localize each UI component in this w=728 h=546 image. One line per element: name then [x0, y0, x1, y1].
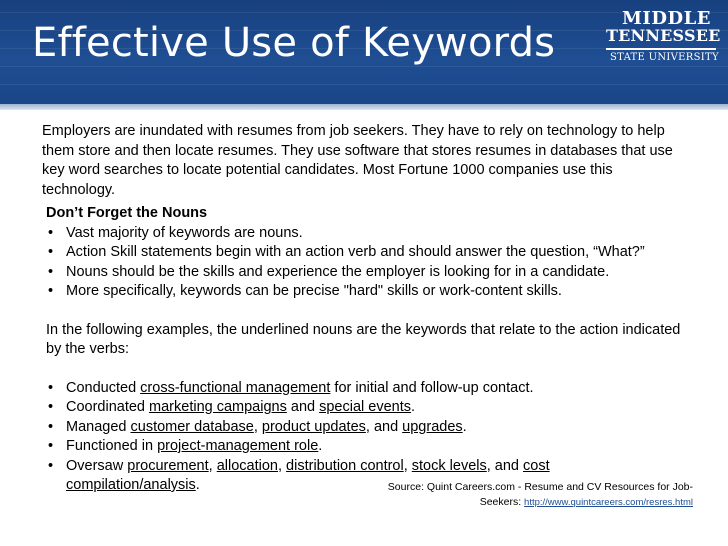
- intro-paragraph: Employers are inundated with resumes from job seekers. They have to rely on technology to help them store and then locate resumes. They use software that stores resumes in databases that use key word searches to locate potential candidates. Most Fortune 1000 companies use this technology.: [42, 123, 673, 198]
- keyword: cost compilation/analysis: [66, 457, 550, 493]
- list-item: • Vast majority of keywords are nouns.: [46, 224, 686, 244]
- source-line-2: Seekers: http://www.quintcareers.com/resres.html: [479, 496, 693, 508]
- logo-line-1: MIDDLE: [622, 8, 711, 29]
- keyword: distribution control: [286, 457, 404, 474]
- logo-line-2: TENNESSEE: [606, 26, 721, 45]
- noun-bullet-list: [46, 224, 686, 302]
- section-heading: Don’t Forget the Nouns: [46, 205, 208, 221]
- source-citation: [360, 480, 693, 510]
- examples-intro: In the following examples, the underlined nouns are the keywords that relate to the action indicated by the verbs:: [46, 321, 681, 357]
- list-item: • Conducted cross-functional management for initial and follow-up contact.: [46, 379, 686, 399]
- logo-divider: [606, 48, 716, 50]
- list-item: • Coordinated marketing campaigns and special events.: [46, 398, 686, 418]
- keyword: product updates: [261, 418, 366, 435]
- source-link[interactable]: http://www.quintcareers.com/resres.html: [524, 497, 693, 508]
- university-logo: [604, 6, 720, 72]
- slide-title: Effective Use of Keywords: [32, 20, 556, 66]
- source-line-1: Source: Quint Careers.com - Resume and CV Resources for Job-: [387, 481, 693, 493]
- keyword: marketing campaigns: [149, 399, 287, 415]
- keyword: stock levels: [411, 457, 487, 474]
- header-divider: [0, 104, 728, 110]
- example-bullet-list: [46, 379, 686, 496]
- list-item: • Functioned in project-management role.: [46, 437, 686, 457]
- logo-line-3: STATE UNIVERSITY: [610, 52, 719, 63]
- keyword: upgrades: [402, 418, 463, 435]
- keyword: project-management role: [157, 438, 319, 454]
- list-item: • Nouns should be the skills and experience the employer is looking for in a candidate.: [46, 263, 686, 283]
- keyword: procurement: [127, 457, 209, 474]
- keyword: customer database: [130, 418, 254, 435]
- list-item: • More specifically, keywords can be precise "hard" skills or work-content skills.: [46, 282, 686, 302]
- keyword: cross-functional management: [140, 379, 331, 396]
- keyword: special events: [319, 399, 411, 415]
- list-item: • Action Skill statements begin with an action verb and should answer the question, “What?”: [46, 243, 686, 263]
- main-content: [46, 204, 686, 496]
- list-item: • Managed customer database, product updates, and upgrades.: [46, 418, 686, 438]
- keyword: allocation: [216, 457, 278, 474]
- list-item: • Oversaw procurement, allocation, distribution control, stock levels, and cost compilation/analysis.: [46, 457, 686, 496]
- header-band: [0, 0, 728, 108]
